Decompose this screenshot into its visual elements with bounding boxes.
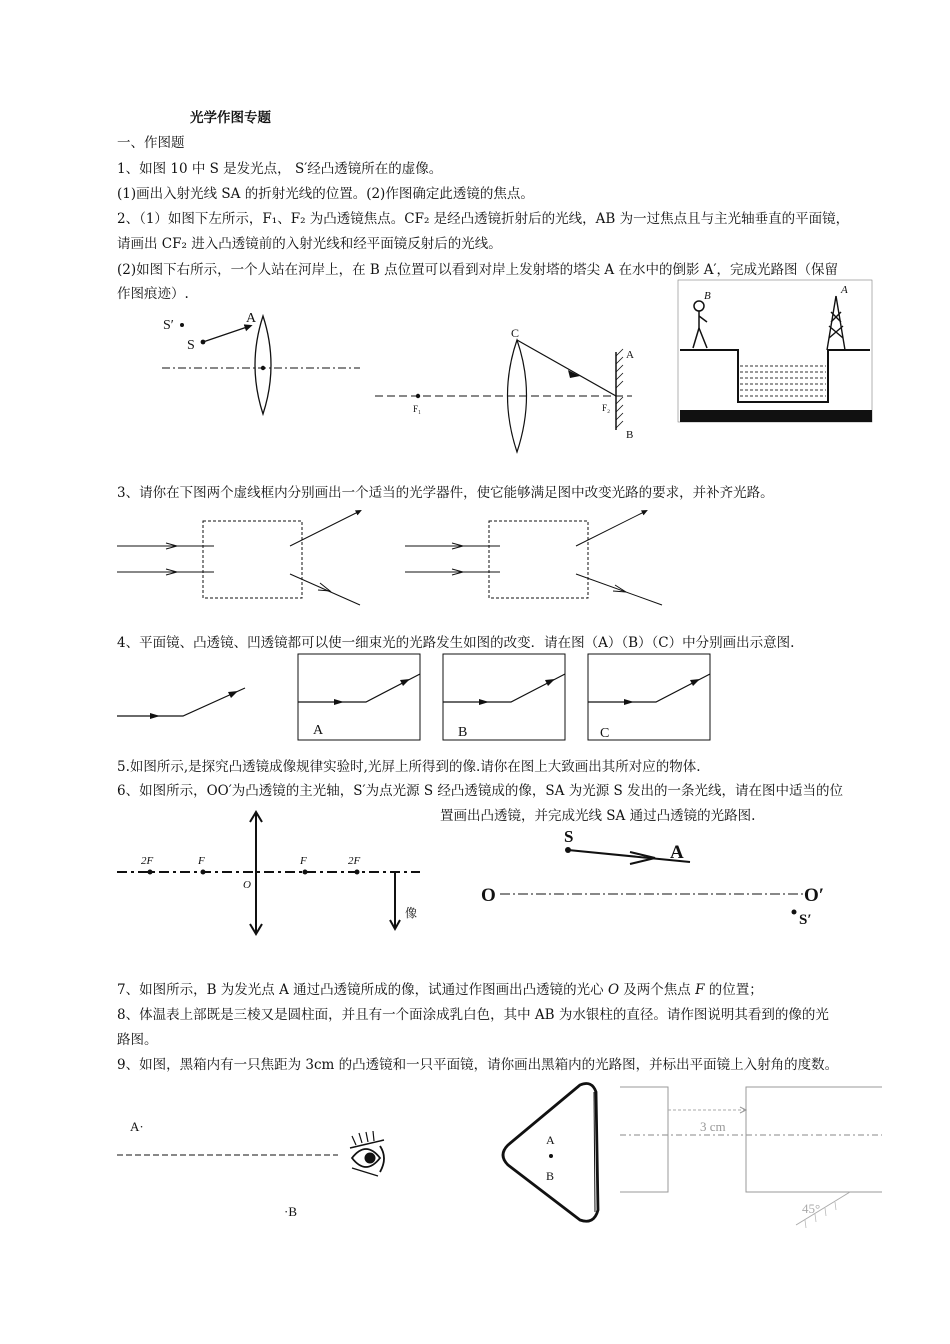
fig5-left-2f-point — [148, 870, 153, 875]
fig8-label-b: B — [546, 1169, 555, 1183]
q4-box-c-arrow-out — [690, 679, 700, 686]
q2-line4: 作图痕迹）. — [117, 286, 189, 302]
q4-text: 4、平面镜、凸透镜、凹透镜都可以使一细束光的光路发生如图的改变．请在图（A）（B）（C）中分别画出示意图. — [117, 635, 795, 651]
q3-right-ray-out-bottom — [576, 574, 662, 605]
q4-box-a-arrow-in — [334, 699, 344, 705]
fig2-label-c: C — [511, 326, 520, 340]
q4-box-b-ray — [443, 674, 565, 702]
fig7-label-a: A· — [130, 1119, 144, 1134]
q4-sample-ray — [117, 688, 245, 716]
fig5-label-left-2f: 2F — [141, 855, 154, 867]
fig1-s-prime-point — [180, 323, 184, 327]
q2-line2: 请画出 CF₂ 进入凸透镜前的入射光线和经平面镜反射后的光线。 — [117, 236, 502, 252]
q4-label-a: A — [313, 723, 324, 738]
q4-box-b-arrow-out — [545, 679, 555, 686]
fig3-person — [693, 301, 707, 348]
fig2-mirror-hatching — [616, 349, 623, 428]
fig8-label-a: A — [546, 1133, 555, 1147]
section-heading: 一、作图题 — [117, 135, 185, 151]
q4-box-c-arrow-in — [624, 699, 634, 705]
fig2-label-f1: F₁ — [413, 404, 422, 414]
q6-line2: 置画出凸透镜，并完成光线 SA 通过凸透镜的光路图. — [440, 808, 756, 824]
fig5-right-2f-point — [355, 870, 360, 875]
fig6-label-s-prime: S′ — [799, 912, 812, 928]
fig9-right-box — [746, 1087, 882, 1192]
fig5-label-o: O — [243, 879, 251, 891]
q3-right-ray-out-top — [576, 511, 646, 546]
q1-line2: (1)画出入射光线 SA 的折射光线的位置。(2)作图确定此透镜的焦点。 — [117, 186, 534, 202]
fig3-label-b: B — [704, 290, 711, 302]
fig8-thermometer-diagram — [503, 1084, 598, 1222]
q3-figure-right — [405, 511, 662, 605]
q7-suffix: 的位置； — [704, 982, 763, 998]
q4-label-c: C — [600, 726, 610, 741]
fig1-label-s: S — [187, 338, 195, 353]
fig3-tower — [827, 296, 845, 350]
fig6-label-o-prime: O′ — [804, 885, 825, 906]
fig3-river-tower-diagram — [678, 280, 872, 422]
fig5-lens-imaging-diagram — [117, 812, 420, 934]
fig9-left-box — [620, 1087, 668, 1192]
fig5-label-right-2f: 2F — [348, 855, 361, 867]
q4-box-a-ray — [298, 674, 420, 702]
fig9-label-angle: 45° — [802, 1201, 821, 1216]
fig2-f1-point — [416, 394, 420, 398]
eye-icon — [350, 1131, 384, 1176]
fig1-convex-lens-diagram — [162, 311, 360, 414]
fig8-milky-face — [594, 1092, 595, 1212]
q4-box-a-arrow-out — [400, 679, 410, 686]
q4-sample-arrow-out — [228, 691, 238, 698]
fig5-label-right-f: F — [300, 855, 307, 867]
q3-figure-left — [117, 511, 360, 605]
fig3-ground — [680, 410, 872, 422]
fig1-label-s-prime: S′ — [163, 318, 174, 333]
fig5-label-left-f: F — [198, 855, 205, 867]
fig2-label-a: A — [626, 349, 634, 361]
fig2-label-b: B — [626, 429, 634, 441]
q8-line1: 8、体温表上部既是三棱又是圆柱面，并且有一个面涂成乳白色，其中 AB 为水银柱的直径。请作图说明其看到的像的光 — [117, 1007, 829, 1023]
fig9-label-dist: 3 cm — [700, 1119, 726, 1134]
fig9-black-box-diagram — [620, 1087, 882, 1228]
q2-line1: 2、（1）如图下左所示，F₁、F₂ 为凸透镜焦点。CF₂ 是经凸透镜折射后的光线，AB 为一过焦点且与主光轴垂直的平面镜， — [117, 211, 850, 227]
q4-box-c-ray — [588, 674, 710, 702]
q3-left-ray-out-bottom — [290, 574, 360, 605]
fig8-triangle-outline — [503, 1084, 598, 1222]
fig3-label-a: A — [841, 284, 848, 296]
q9-text: 9、如图，黑箱内有一只焦距为 3cm 的凸透镜和一只平面镜，请你画出黑箱内的光路图，并标出平面镜上入射角的度数。 — [117, 1057, 839, 1073]
fig6-label-o: O — [481, 885, 496, 906]
page-title: 光学作图专题 — [190, 110, 271, 126]
q4-label-b: B — [458, 725, 468, 740]
q7-o: O — [607, 982, 620, 998]
fig6-label-a: A — [670, 842, 684, 863]
q2-line3: (2)如图下右所示，一个人站在河岸上，在 B 点位置可以看到对岸上发射塔的塔尖 A 在水中的倒影 A′，完成光路图（保留 — [117, 262, 839, 278]
fig2-label-f2: F₂ — [602, 403, 611, 413]
fig1-ray-sa — [203, 326, 250, 342]
fig6-s-prime-point — [792, 910, 797, 915]
q3-text: 3、请你在下图两个虚线框内分别画出一个适当的光学器件，使它能够满足图中改变光路的要求，并补齐光路。 — [117, 485, 774, 501]
fig3-water — [740, 364, 826, 401]
fig5-left-f-point — [201, 870, 206, 875]
q5-text: 5.如图所示,是探究凸透镜成像规律实验时,光屏上所得到的像.请你在图上大致画出其所对应的物体. — [117, 759, 701, 775]
fig1-lens — [255, 316, 271, 414]
q4-sample-arrow-in — [150, 713, 160, 719]
q3-left-ray-out-top — [290, 511, 360, 546]
fig2-lens-mirror-diagram — [375, 326, 634, 452]
fig5-label-image: 像 — [405, 906, 418, 920]
fig5-right-f-point — [303, 870, 308, 875]
q3-left-box — [203, 521, 302, 598]
q8-line2: 路图。 — [117, 1032, 158, 1048]
fig6-label-s: S — [564, 827, 574, 846]
q1-line1: 1、如图 10 中 S 是发光点， S′经凸透镜所在的虚像。 — [117, 161, 443, 177]
q7-prefix: 7、如图所示，B 为发光点 A 通过凸透镜所成的像，试通过作图画出凸透镜的光心 — [117, 982, 608, 998]
fig2-ray-cf2 — [517, 340, 616, 396]
q7-middle: 及两个焦点 — [619, 982, 696, 998]
fig1-label-a: A — [246, 311, 257, 326]
q6-line1: 6、如图所示，OO′为凸透镜的主光轴，S′为点光源 S 经凸透镜成的像，SA 为光源 S 发出的一条光线，请在图中适当的位 — [117, 783, 844, 799]
fig1-optical-center — [261, 366, 265, 370]
fig6-axis-source-diagram — [481, 827, 824, 928]
fig7-eye-diagram — [117, 1119, 384, 1219]
fig8-center-dot — [549, 1154, 553, 1158]
q7-f: F — [695, 982, 705, 998]
q4-figure — [117, 654, 710, 741]
q4-box-b-arrow-in — [479, 699, 489, 705]
fig7-label-b: ·B — [284, 1204, 297, 1219]
q3-right-box — [489, 521, 588, 598]
